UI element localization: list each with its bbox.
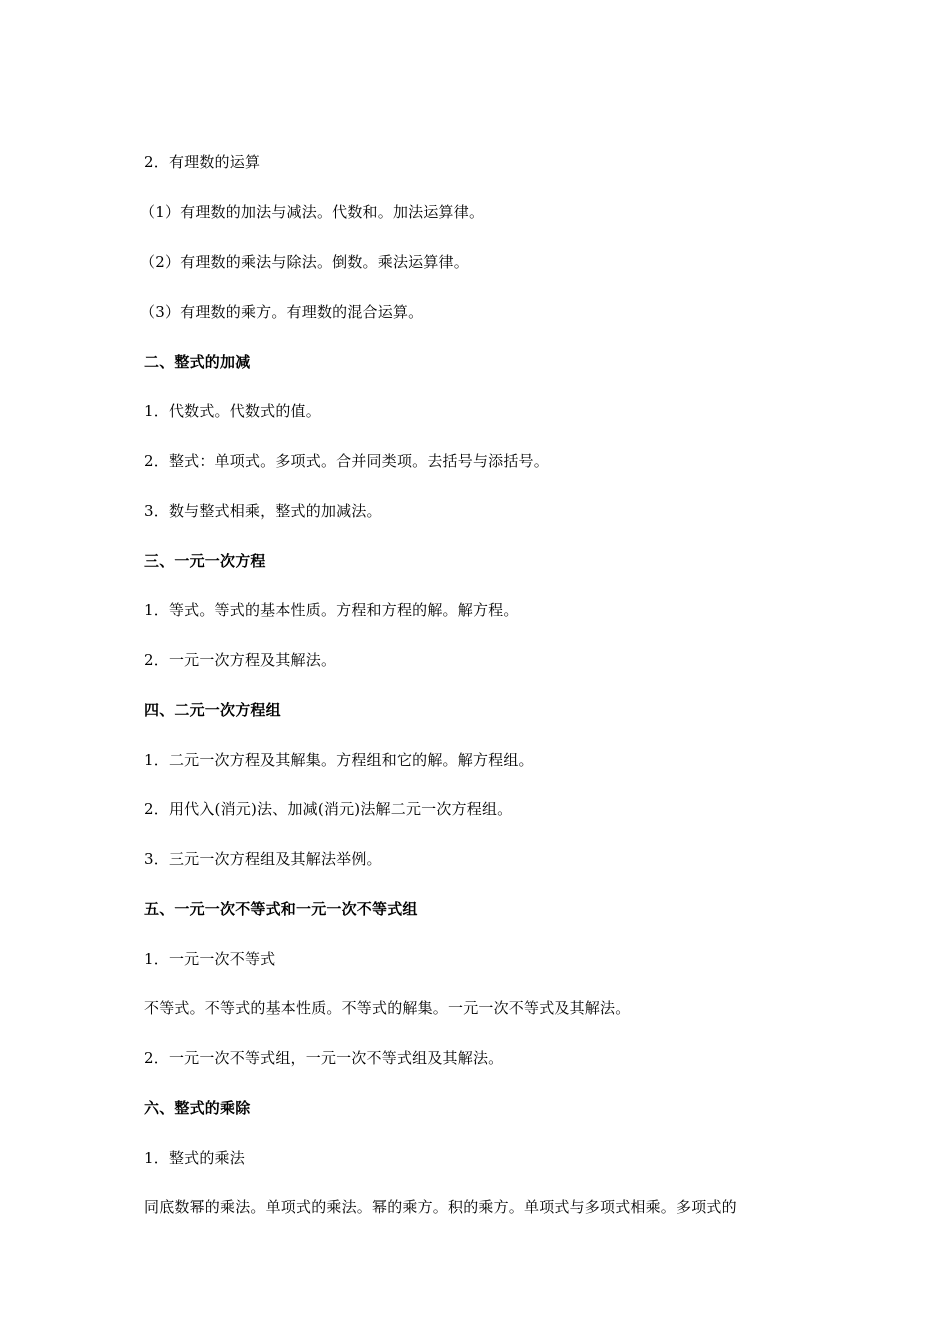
- item-inequality-system: 2．一元一次不等式组，一元一次不等式组及其解法。: [144, 1049, 504, 1067]
- subitem-addition-subtraction: （1）有理数的加法与减法。代数和。加法运算律。: [140, 203, 485, 221]
- item-polynomial-multiplication: 1．整式的乘法: [144, 1149, 245, 1167]
- item-equality: 1．等式。等式的基本性质。方程和方程的解。解方程。: [144, 601, 519, 619]
- paragraph-power-rules: 同底数幂的乘法。单项式的乘法。幂的乘方。积的乘方。单项式与多项式相乘。多项式的: [144, 1198, 737, 1216]
- item-two-variable-equation: 1．二元一次方程及其解集。方程组和它的解。解方程组。: [144, 751, 534, 769]
- item-substitution-elimination: 2．用代入(消元)法、加减(消元)法解二元一次方程组。: [144, 800, 513, 818]
- item-linear-equation-solution: 2．一元一次方程及其解法。: [144, 651, 337, 669]
- item-number-times-polynomial: 3．数与整式相乘，整式的加减法。: [144, 502, 382, 520]
- section-heading-polynomial-mul-div: 六、整式的乘除: [144, 1099, 251, 1117]
- item-algebraic-expression: 1．代数式。代数式的值。: [144, 402, 321, 420]
- paragraph-inequality-properties: 不等式。不等式的基本性质。不等式的解集。一元一次不等式及其解法。: [144, 999, 631, 1017]
- section-heading-polynomial-add-sub: 二、整式的加减: [144, 353, 251, 371]
- item-three-variable-system: 3．三元一次方程组及其解法举例。: [144, 850, 382, 868]
- subitem-power-mixed: （3）有理数的乘方。有理数的混合运算。: [140, 303, 424, 321]
- item-polynomial: 2．整式：单项式。多项式。合并同类项。去括号与添括号。: [144, 452, 549, 470]
- item-linear-inequality: 1．一元一次不等式: [144, 950, 276, 968]
- item-rational-operations: 2．有理数的运算: [144, 153, 261, 171]
- section-heading-linear-equation: 三、一元一次方程: [144, 552, 266, 570]
- section-heading-inequalities: 五、一元一次不等式和一元一次不等式组: [144, 900, 418, 918]
- subitem-multiplication-division: （2）有理数的乘法与除法。倒数。乘法运算律。: [140, 253, 469, 271]
- section-heading-linear-system: 四、二元一次方程组: [144, 701, 281, 719]
